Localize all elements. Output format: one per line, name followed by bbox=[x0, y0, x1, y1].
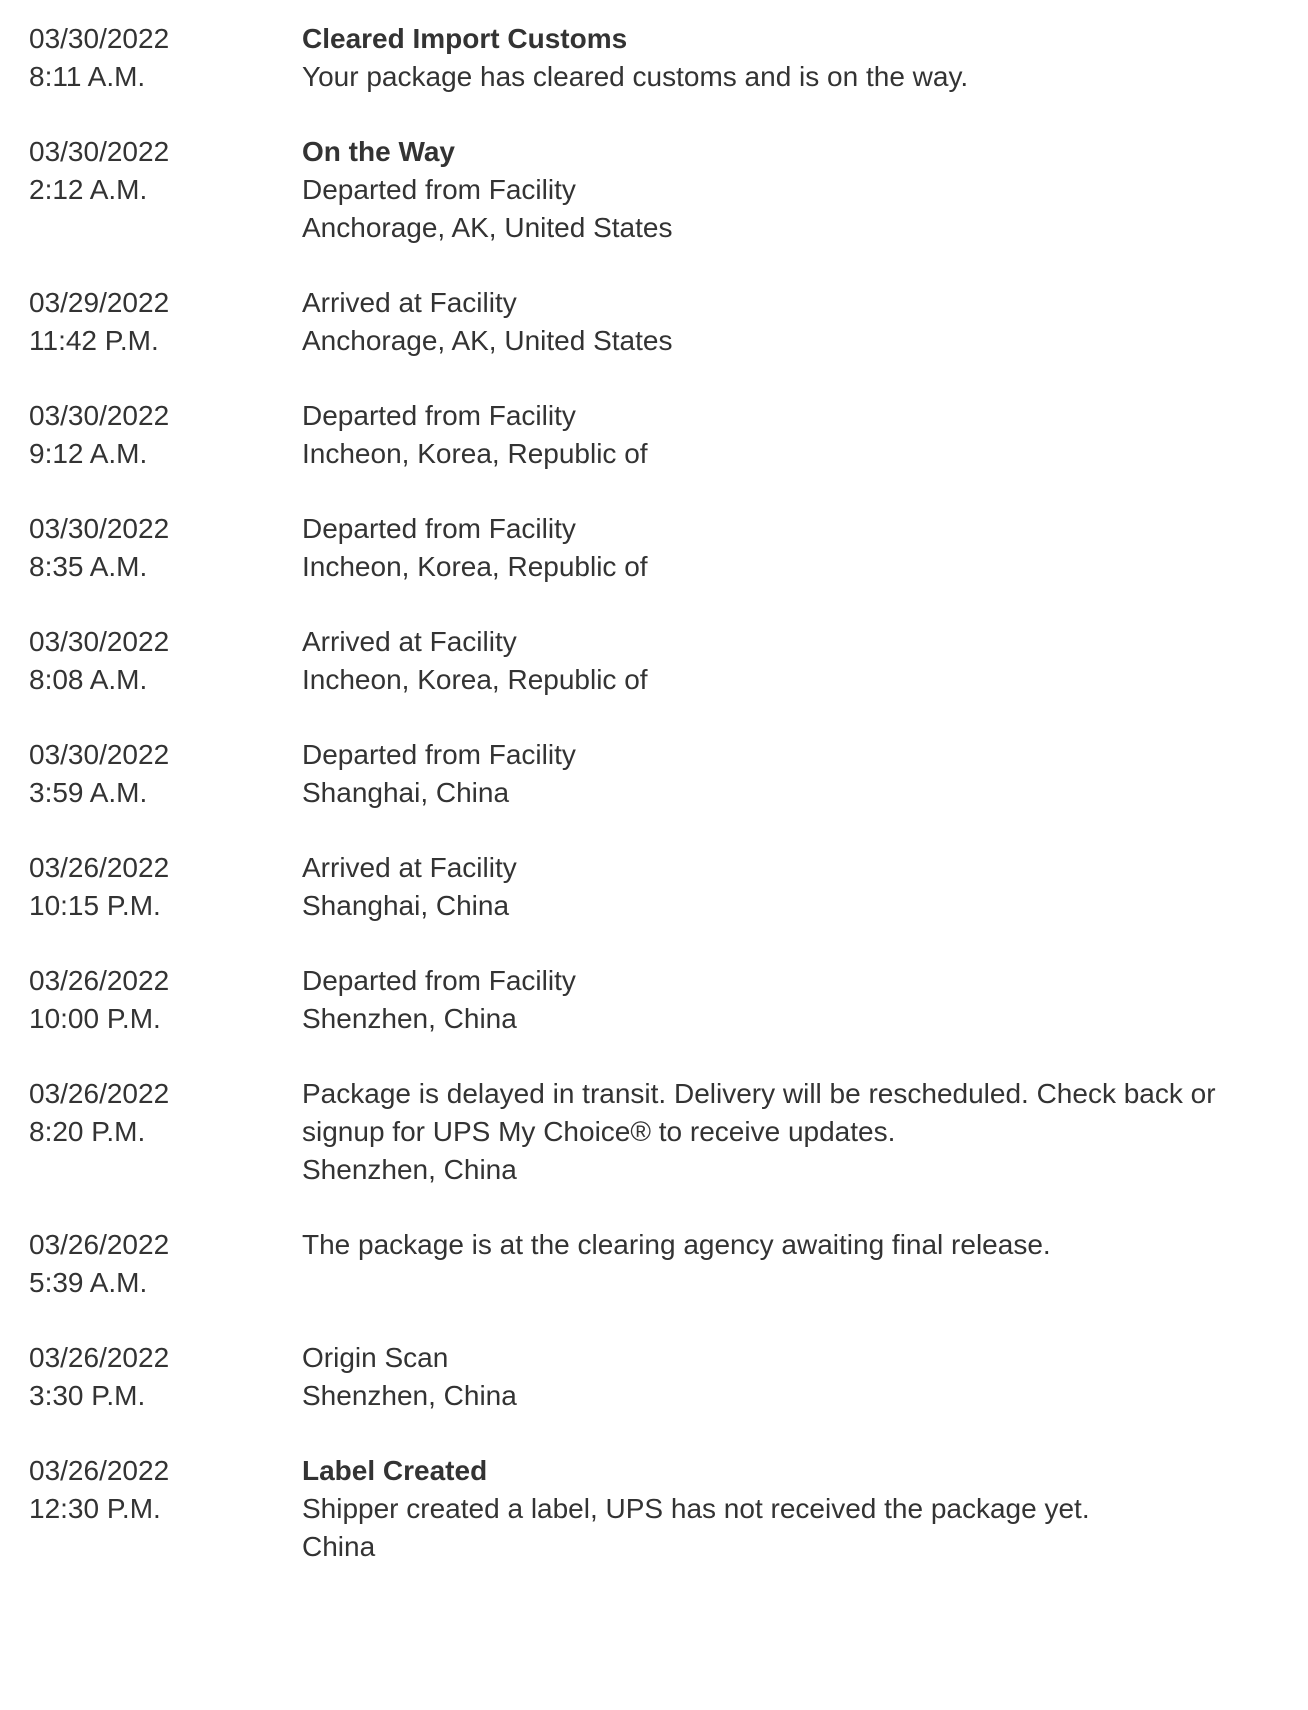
event-details bbox=[302, 284, 1308, 360]
event-location: Incheon, Korea, Republic of bbox=[302, 438, 648, 469]
event-datetime bbox=[0, 849, 302, 925]
event-time: 8:08 A.M. bbox=[29, 664, 148, 695]
event-description: Arrived at Facility bbox=[302, 287, 517, 318]
event-time: 12:30 P.M. bbox=[29, 1493, 161, 1524]
event-description: Your package has cleared customs and is on the way. bbox=[302, 61, 969, 92]
event-time: 2:12 A.M. bbox=[29, 174, 148, 205]
event-location: Anchorage, AK, United States bbox=[302, 212, 673, 243]
event-description: Departed from Facility bbox=[302, 965, 576, 996]
event-time: 3:30 P.M. bbox=[29, 1380, 146, 1411]
event-details bbox=[302, 1226, 1308, 1302]
event-location: Incheon, Korea, Republic of bbox=[302, 664, 648, 695]
event-location: Shenzhen, China bbox=[302, 1380, 517, 1411]
event-time: 3:59 A.M. bbox=[29, 777, 148, 808]
event-time: 8:20 P.M. bbox=[29, 1116, 146, 1147]
event-date: 03/30/2022 bbox=[29, 400, 170, 431]
shipment-event-row bbox=[0, 1452, 1308, 1566]
event-description: Origin Scan bbox=[302, 1342, 449, 1373]
shipment-event-row bbox=[0, 849, 1308, 925]
event-time: 10:15 P.M. bbox=[29, 890, 161, 921]
event-datetime bbox=[0, 1339, 302, 1415]
event-datetime bbox=[0, 1075, 302, 1189]
event-date: 03/30/2022 bbox=[29, 739, 170, 770]
event-datetime bbox=[0, 133, 302, 247]
event-date: 03/30/2022 bbox=[29, 23, 170, 54]
event-details bbox=[302, 736, 1308, 812]
event-description: Departed from Facility bbox=[302, 174, 576, 205]
event-description: The package is at the clearing agency awaiting final release. bbox=[302, 1229, 1051, 1260]
event-date: 03/30/2022 bbox=[29, 513, 170, 544]
shipment-event-row bbox=[0, 20, 1308, 96]
event-location: Incheon, Korea, Republic of bbox=[302, 551, 648, 582]
event-datetime bbox=[0, 397, 302, 473]
event-date: 03/26/2022 bbox=[29, 1078, 170, 1109]
shipment-event-row bbox=[0, 284, 1308, 360]
event-description: Departed from Facility bbox=[302, 739, 576, 770]
event-description: Shipper created a label, UPS has not received the package yet. bbox=[302, 1493, 1090, 1524]
shipment-event-row bbox=[0, 962, 1308, 1038]
shipment-event-row bbox=[0, 133, 1308, 247]
event-details bbox=[302, 133, 1308, 247]
event-datetime bbox=[0, 1226, 302, 1302]
event-status: Cleared Import Customs bbox=[302, 23, 628, 54]
event-location: Shenzhen, China bbox=[302, 1154, 517, 1185]
event-details bbox=[302, 20, 1308, 96]
event-time: 10:00 P.M. bbox=[29, 1003, 161, 1034]
event-location: Shenzhen, China bbox=[302, 1003, 517, 1034]
event-description: Arrived at Facility bbox=[302, 626, 517, 657]
event-location: Shanghai, China bbox=[302, 777, 510, 808]
event-time: 11:42 P.M. bbox=[29, 325, 159, 356]
event-time: 8:35 A.M. bbox=[29, 551, 148, 582]
event-details bbox=[302, 849, 1308, 925]
event-date: 03/26/2022 bbox=[29, 1342, 170, 1373]
shipment-event-row bbox=[0, 510, 1308, 586]
event-description: Departed from Facility bbox=[302, 513, 576, 544]
shipment-event-row bbox=[0, 397, 1308, 473]
shipment-event-row bbox=[0, 1075, 1308, 1189]
event-location: Shanghai, China bbox=[302, 890, 510, 921]
shipment-event-row bbox=[0, 736, 1308, 812]
event-details bbox=[302, 1339, 1308, 1415]
event-details bbox=[302, 623, 1308, 699]
event-location: China bbox=[302, 1531, 376, 1562]
event-description: Package is delayed in transit. Delivery will be rescheduled. Check back or signup for UPS My Choice® to receive updates. bbox=[302, 1078, 1216, 1147]
event-details bbox=[302, 397, 1308, 473]
event-datetime bbox=[0, 20, 302, 96]
event-date: 03/29/2022 bbox=[29, 287, 170, 318]
event-details bbox=[302, 1452, 1308, 1566]
event-location: Anchorage, AK, United States bbox=[302, 325, 673, 356]
event-datetime bbox=[0, 1452, 302, 1566]
event-date: 03/26/2022 bbox=[29, 1455, 170, 1486]
event-details bbox=[302, 962, 1308, 1038]
event-date: 03/26/2022 bbox=[29, 1229, 170, 1260]
event-date: 03/26/2022 bbox=[29, 965, 170, 996]
event-date: 03/26/2022 bbox=[29, 852, 170, 883]
event-datetime bbox=[0, 962, 302, 1038]
event-time: 8:11 A.M. bbox=[29, 61, 146, 92]
event-datetime bbox=[0, 736, 302, 812]
event-description: Arrived at Facility bbox=[302, 852, 517, 883]
event-status: Label Created bbox=[302, 1455, 488, 1486]
shipment-event-row bbox=[0, 623, 1308, 699]
event-datetime bbox=[0, 623, 302, 699]
event-details bbox=[302, 1075, 1308, 1189]
event-time: 5:39 A.M. bbox=[29, 1267, 148, 1298]
event-datetime bbox=[0, 284, 302, 360]
shipment-event-row bbox=[0, 1226, 1308, 1302]
shipment-event-row bbox=[0, 1339, 1308, 1415]
event-description: Departed from Facility bbox=[302, 400, 576, 431]
event-time: 9:12 A.M. bbox=[29, 438, 148, 469]
event-date: 03/30/2022 bbox=[29, 136, 170, 167]
event-status: On the Way bbox=[302, 136, 455, 167]
event-details bbox=[302, 510, 1308, 586]
event-datetime bbox=[0, 510, 302, 586]
event-date: 03/30/2022 bbox=[29, 626, 170, 657]
